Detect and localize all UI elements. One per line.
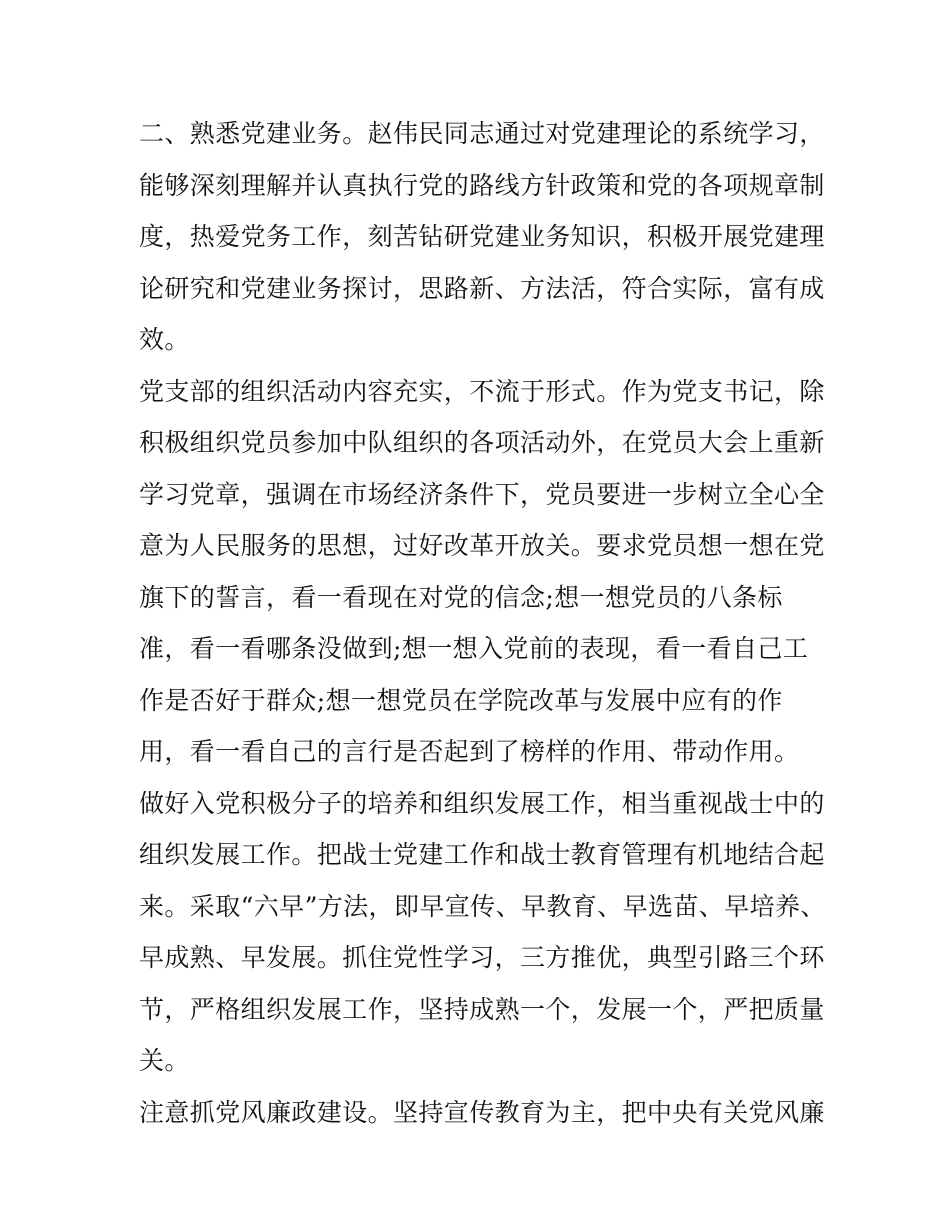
text-line: 旗下的誓言，看一看现在对党的信念;想一想党员的八条标 [139, 582, 783, 612]
text-line: 做好入党积极分子的培养和组织发展工作，相当重视战士中的 [139, 788, 825, 818]
text-line: 能够深刻理解并认真执行党的路线方针政策和党的各项规章制 [139, 170, 825, 200]
body-text [139, 108, 826, 1138]
text-line: 节，严格组织发展工作，坚持成熟一个，发展一个，严把质量 [139, 994, 825, 1024]
text-line: 组织发展工作。把战士党建工作和战士教育管理有机地结合起 [139, 840, 825, 869]
text-line: 作是否好于群众;想一想党员在学院改革与发展中应有的作 [139, 685, 783, 715]
text-line: 积极组织党员参加中队组织的各项活动外，在党员大会上重新 [139, 428, 825, 457]
text-line: 论研究和党建业务探讨，思路新、方法活，符合实际，富有成 [139, 273, 825, 303]
text-line: 注意抓党风廉政建设。坚持宣传教育为主，把中央有关党风廉 [139, 1097, 825, 1127]
text-line: 度，热爱党务工作，刻苦钻研党建业务知识，积极开展党建理 [139, 222, 825, 251]
text-line: 来。采取“六早”方法，即早宣传、早教育、早选苗、早培养、 [139, 891, 826, 921]
text-line: 准，看一看哪条没做到;想一想入党前的表现，看一看自己工 [139, 634, 809, 663]
text-line: 关。 [139, 1046, 190, 1075]
text-line: 学习党章，强调在市场经济条件下，党员要进一步树立全心全 [139, 479, 825, 509]
text-line: 效。 [139, 325, 190, 354]
text-line: 用，看一看自己的言行是否起到了榜样的作用、带动作用。 [139, 737, 800, 766]
text-line: 意为人民服务的思想，过好改革开放关。要求党员想一想在党 [139, 531, 825, 560]
text-line: 党支部的组织活动内容充实，不流于形式。作为党支书记，除 [139, 376, 825, 406]
text-line: 早成熟、早发展。抓住党性学习，三方推优，典型引路三个环 [139, 943, 825, 972]
text-line: 二、熟悉党建业务。赵伟民同志通过对党建理论的系统学习， [139, 119, 825, 148]
